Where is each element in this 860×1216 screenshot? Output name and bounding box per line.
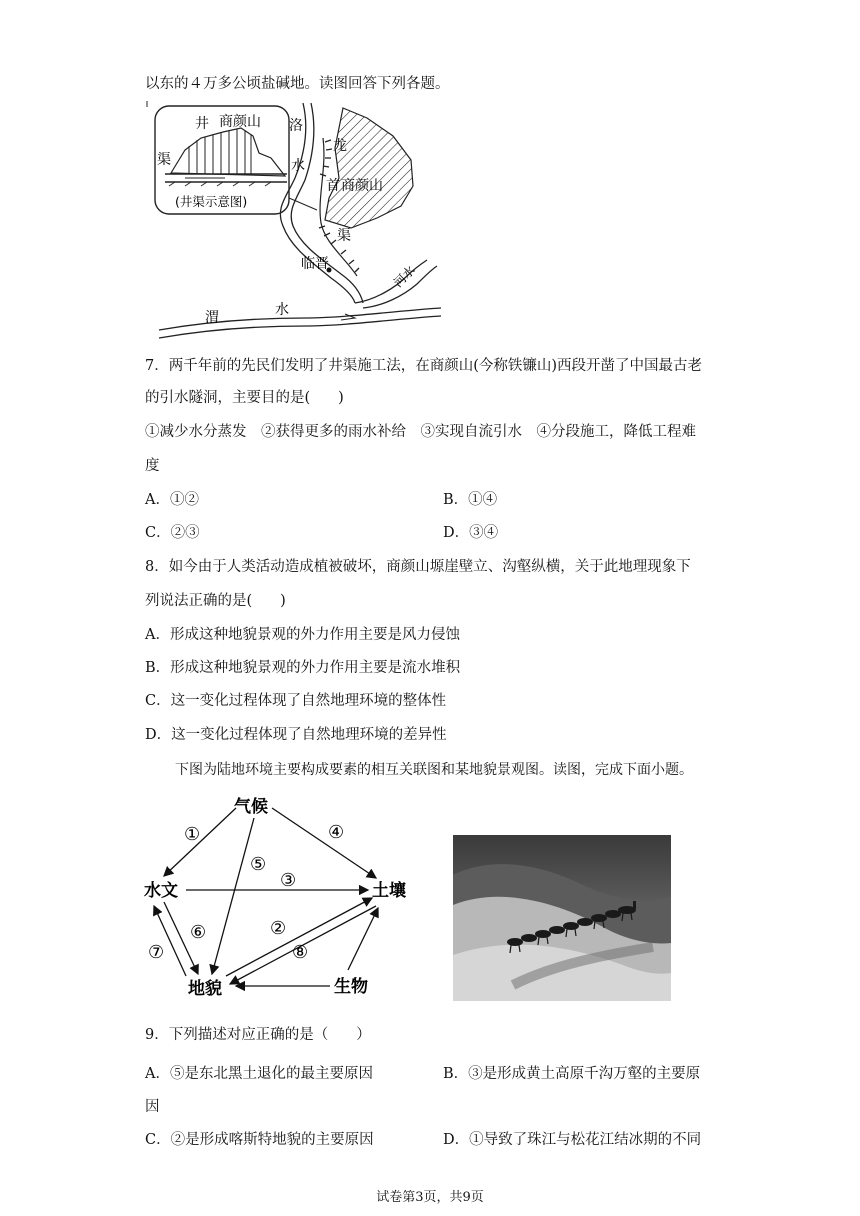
inset-label-shangyanshan: 商颜山: [219, 114, 261, 130]
q7-option-b[interactable]: B．①④: [443, 492, 498, 508]
arrow-label-7: ⑦: [148, 942, 165, 963]
arrow-label-5: ⑤: [250, 854, 267, 875]
arrow-label-6: ⑥: [190, 922, 207, 943]
arrow-label-3: ③: [280, 870, 297, 891]
desert-camel-photo: [453, 835, 671, 1001]
q9-option-b-wrap: 因: [145, 1099, 160, 1115]
map-label-wei-shui: 水: [275, 302, 289, 318]
inset-caption: (井渠示意图): [175, 194, 248, 209]
map-label-shou: 首: [326, 178, 340, 194]
node-biology: 生物: [334, 977, 368, 997]
map-label-luo: 洛: [289, 118, 303, 134]
intro-text: 以东的４万多公顷盐碱地。读图回答下列各题。: [145, 76, 450, 92]
q7-stem-line2: [145, 388, 344, 408]
inset-label-qu: 渠: [157, 152, 171, 168]
map-label-wei: 渭: [205, 310, 219, 326]
q9-option-c[interactable]: C．②是形成喀斯特地貌的主要原因: [145, 1132, 374, 1148]
map-label-qu: 渠: [337, 228, 351, 244]
node-landform: 地貌: [188, 979, 222, 999]
node-hydrology: 水文: [144, 881, 178, 901]
q7-stem-close: ): [338, 390, 344, 406]
q8-option-b[interactable]: B．形成这种地貌景观的外力作用主要是流水堆积: [145, 660, 461, 676]
node-climate: 气候: [234, 797, 268, 817]
q7-option-a[interactable]: A．①②: [145, 492, 199, 508]
q8-stem-close: ): [280, 593, 286, 609]
arrow-label-8: ⑧: [292, 942, 309, 963]
q8-stem-line1: 8．如今由于人类活动造成植被破坏，商颜山塬崖壁立、沟壑纵横，关于此地理现象下: [145, 559, 691, 575]
arrow-label-1: ①: [184, 824, 201, 845]
arrow-label-2: ②: [270, 918, 287, 939]
q7-statements-line2: 度: [145, 458, 160, 474]
q7-stem-text: 的引水隧洞，主要目的是(: [145, 390, 311, 406]
q8-option-d[interactable]: D．这一变化过程体现了自然地理环境的差异性: [145, 727, 447, 743]
q9-option-d[interactable]: D．①导致了珠江与松花江结冰期的不同: [443, 1132, 702, 1148]
longshou-canal-map: [145, 98, 445, 343]
q8-option-a[interactable]: A．形成这种地貌景观的外力作用主要是风力侵蚀: [145, 627, 460, 643]
q8-stem-text: 列说法正确的是(: [145, 593, 253, 609]
map-label-heshui: 河水: [390, 263, 418, 291]
q9-stem-text: 9．下列描述对应正确的是（: [145, 1027, 329, 1043]
map-label-luo-shui: 水: [291, 158, 305, 174]
q9-option-a[interactable]: A．⑤是东北黑土退化的最主要原因: [145, 1066, 373, 1082]
q8-option-c[interactable]: C．这一变化过程体现了自然地理环境的整体性: [145, 693, 447, 709]
q8-stem-line2: [145, 591, 286, 611]
q9-option-b[interactable]: B．③是形成黄土高原千沟万壑的主要原: [443, 1066, 701, 1082]
q7-option-c[interactable]: C．②③: [145, 525, 200, 541]
q7-statements-line1: ①减少水分蒸发 ②获得更多的雨水补给 ③实现自流引水 ④分段施工，降低工程难: [145, 424, 696, 440]
node-soil: 土壤: [372, 881, 406, 901]
environment-relation-diagram: [140, 788, 420, 1006]
inset-label-jing: 井: [195, 116, 209, 132]
page-footer: 试卷第3页，共9页: [376, 1190, 484, 1205]
intro2-text: 下图为陆地环境主要构成要素的相互关联图和某地貌景观图。读图，完成下面小题。: [175, 762, 693, 778]
map-label-linjin: 临晋: [301, 256, 329, 272]
q9-stem: [145, 1025, 371, 1045]
q9-stem-close: ）: [356, 1027, 371, 1043]
q7-stem-line1: 7．两千年前的先民们发明了井渠施工法，在商颜山(今称铁镰山)西段开凿了中国最古老: [145, 358, 703, 374]
q7-option-d[interactable]: D．③④: [443, 525, 499, 541]
map-label-shangyanshan: 商颜山: [341, 178, 383, 194]
map-label-long: 龙: [333, 138, 347, 154]
arrow-label-4: ④: [328, 822, 345, 843]
